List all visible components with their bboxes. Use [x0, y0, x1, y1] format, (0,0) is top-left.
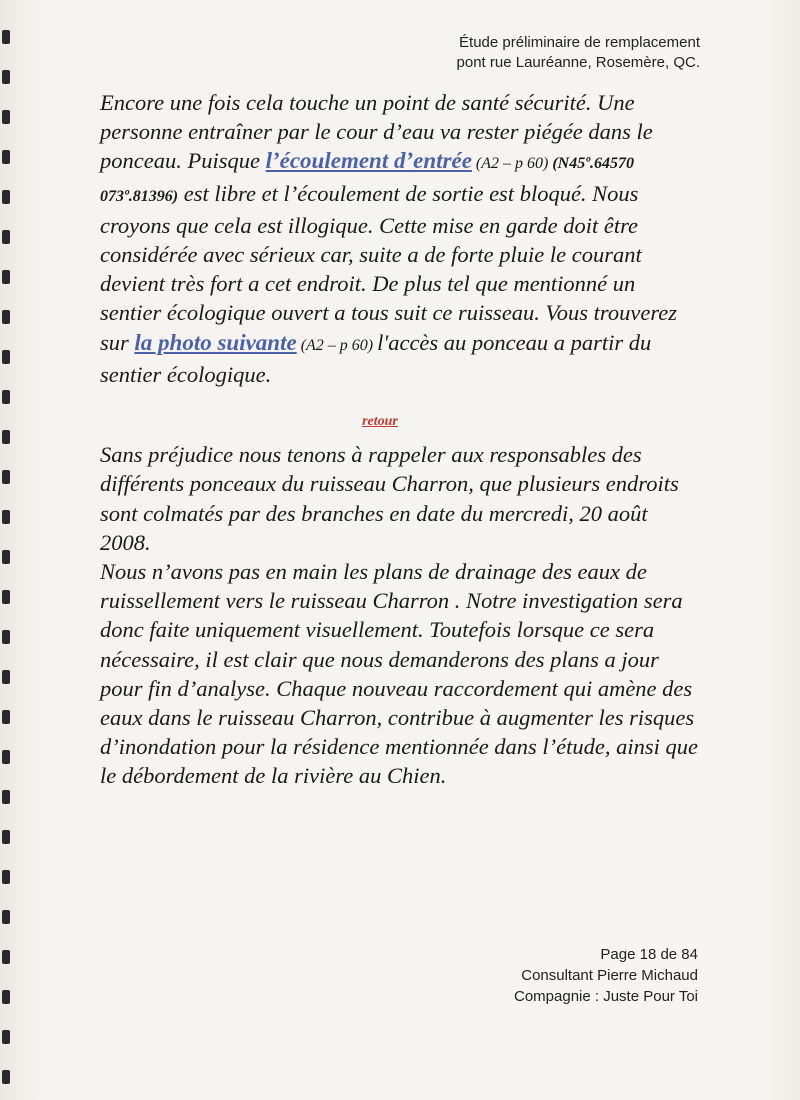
paragraph-ponceaux: Sans préjudice nous tenons à rappeler aux responsables des différents ponceaux du ruisseau Charron, que plusieurs endroits sont colmatés par des branches en date du mercredi, 20 août 2008.: [100, 442, 679, 555]
page-number: Page 18 de 84: [600, 946, 698, 963]
gps-coordinates: (N45º.64570 073º.81396): [100, 155, 635, 205]
paragraph-text: l'accès au ponceau a partir du sentier écologique.: [100, 329, 652, 387]
paragraph-drainage: Nous n’avons pas en main les plans de drainage des eaux de ruissellement vers le ruisseau Charron . Notre investigation sera donc faite uniquement visuellement. Toutefois lorsque ce sera nécessaire, il est clair que nous demanderons des plans a jour pour fin d’analyse. Chaque nouveau raccordement qui amène des eaux dans le ruisseau Charron, contribue à augmenter les risques d’inondation pour la résidence mentionnée dans l’étude, ainsi que le débordement de la rivière au Chien.: [100, 559, 699, 789]
spiral-binding: [2, 30, 12, 1090]
company-name: Compagnie : Juste Pour Toi: [514, 988, 698, 1005]
paragraph-safety: [100, 88, 700, 389]
document-body: [100, 88, 700, 791]
consultant-name: Consultant Pierre Michaud: [521, 967, 698, 984]
link-photo-suivante[interactable]: la photo suivante: [134, 329, 297, 355]
paragraph-text: Encore une fois cela touche un point de santé sécurité. Une personne entraîner par le cour d’eau va rester piégée dans le ponceau. Puisque: [100, 90, 653, 174]
paragraph-text: est libre et l’écoulement de sortie est bloqué. Nous croyons que cela est illogique. Cette mise en garde doit être considérée avec sérieux car, suite a de forte pluie le courant devient très fort a cet endroit. De plus tel que mentionné un sentier écologique ouvert a tous suit ce ruisseau. Vous trouverez sur: [100, 180, 677, 355]
link-ecoulement-entree[interactable]: l’écoulement d’entrée: [265, 148, 472, 174]
page-header: [457, 33, 700, 73]
page-footer: [514, 944, 698, 1007]
reference-a2-p60: (A2 – p 60): [471, 155, 553, 173]
header-location: pont rue Lauréanne, Rosemère, QC.: [456, 54, 700, 71]
retour-link[interactable]: retour: [362, 414, 398, 430]
header-title: Étude préliminaire de remplacement: [459, 34, 700, 51]
reference-a2-p60: (A2 – p 60): [296, 336, 378, 354]
retour-row: [100, 403, 700, 436]
